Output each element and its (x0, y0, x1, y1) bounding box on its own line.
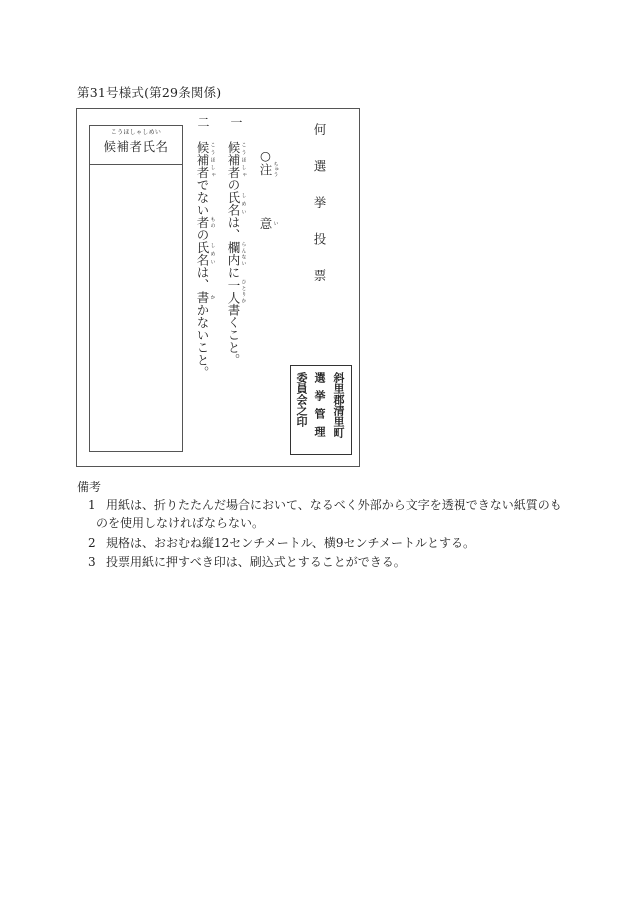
remark-number: 1 (88, 498, 96, 512)
item1-text (226, 141, 247, 366)
item2-word: でない (195, 178, 210, 216)
remark-number: 2 (88, 536, 96, 550)
item2-word: の (195, 228, 210, 241)
item1-number: 一 (229, 116, 243, 128)
item1-ruby: しめい (240, 191, 247, 216)
note-mark: ○ (258, 148, 273, 163)
item2-word: 者 (195, 216, 210, 229)
item2-ruby: か (209, 291, 216, 304)
seal-text-line3: 委員会之印 (295, 372, 308, 427)
remark-number: 3 (88, 555, 96, 569)
item1-word: は、 (226, 216, 241, 241)
remark-text: 投票用紙に押すべき印は、刷込式とすることができる。 (106, 555, 406, 569)
remark-item-3 (88, 555, 406, 569)
item1-word: の (226, 178, 241, 191)
note-heading (258, 148, 279, 229)
item1-ruby: ひとりか (240, 278, 247, 304)
remark-text: 用紙は、折りたたんだ場合において、なるべく外部から文字を透視できない紙質のも (106, 498, 562, 512)
item1-ruby: こうほしゃ (240, 141, 247, 179)
item1-word: 欄内 (226, 241, 241, 266)
item2-word: 候補者 (195, 141, 210, 179)
note-char1-ruby: ちゅう (272, 161, 279, 177)
item2-text (195, 141, 216, 379)
note-char1: 注 (258, 161, 273, 177)
item2-word: は、 (195, 266, 210, 291)
candidate-label: 候補者氏名 (103, 139, 169, 154)
remark-text: 規格は、おおむね縦12センチメートル、横9センチメートルとする。 (106, 536, 475, 550)
item2-word: 書 (195, 291, 210, 304)
remark-item-2 (88, 536, 475, 550)
item2-number: 二 (196, 116, 210, 128)
item2-ruby: もの (209, 216, 216, 229)
remark-item-1 (88, 498, 562, 512)
item1-word: 氏名 (226, 191, 241, 216)
item1-word: 一人 (226, 278, 241, 304)
item2-ruby: しめい (209, 241, 216, 266)
item2-ruby: こうほしゃ (209, 141, 216, 179)
note-char2: 意 (258, 216, 273, 230)
item1-word: 候補者 (226, 141, 241, 179)
candidate-name-divider (89, 164, 183, 165)
seal-text-line2: 選挙管理 (313, 372, 326, 444)
form-number: 第31号様式(第29条関係) (77, 85, 222, 100)
candidate-name-box (89, 125, 183, 452)
note-char2-ruby: い (272, 216, 279, 230)
item1-word: に (226, 266, 241, 279)
remark-item-1-continued: のを使用しなければならない。 (96, 516, 265, 530)
candidate-label-ruby: こうほしゃしめい (110, 129, 162, 136)
item2-word: 氏名 (195, 241, 210, 266)
seal-text-line1: 斜里郡清里町 (332, 372, 345, 438)
remarks-heading: 備考 (77, 480, 102, 494)
item2-word: かないこと。 (195, 303, 210, 379)
ballot-title: 何選挙投票 (312, 123, 327, 306)
item1-word: 書くこと。 (226, 303, 241, 366)
item1-ruby: らんない (240, 241, 247, 266)
